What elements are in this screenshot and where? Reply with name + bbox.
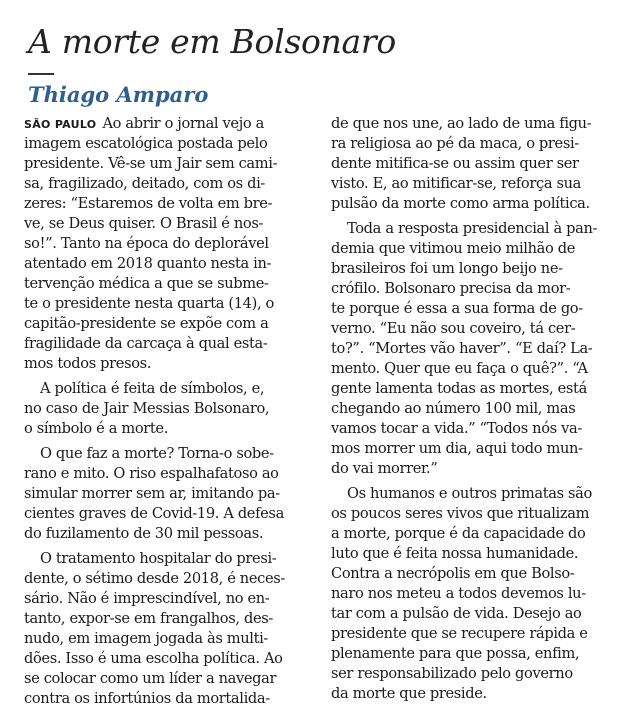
text-line-content: visto. E, ao mitificar-se, reforça sua (331, 175, 582, 192)
text-line (24, 589, 317, 609)
text-line (331, 399, 624, 419)
text-line-content: no caso de Jair Messias Bolsonaro, (24, 400, 270, 417)
text-line-content: nudo, em imagem jogada às multi- (24, 630, 269, 647)
article-column-left (24, 114, 317, 709)
text-line (331, 524, 624, 544)
text-line (331, 154, 624, 174)
text-line (331, 239, 624, 259)
text-line (331, 359, 624, 379)
text-line-content: dente, o sétimo desde 2018, é neces- (24, 570, 285, 587)
text-line (331, 339, 624, 359)
text-line (24, 379, 317, 399)
text-line-content: chegando ao número 100 mil, mas (331, 400, 576, 417)
text-line (24, 314, 317, 334)
text-line (331, 504, 624, 524)
text-line (24, 444, 317, 464)
text-line-content: a morte, porque é da capacidade do (331, 525, 586, 542)
text-line (24, 629, 317, 649)
headline: A morte em Bolsonaro (28, 22, 396, 61)
text-line-content: cientes graves de Covid-19. A defesa (24, 505, 284, 522)
text-line (24, 419, 317, 439)
text-line (24, 194, 317, 214)
text-line (331, 584, 624, 604)
text-line-content: sário. Não é imprescindível, no en- (24, 590, 270, 607)
text-line-content: dente mitifica-se ou assim quer ser (331, 155, 579, 172)
text-line (24, 549, 317, 569)
text-line-content: zeres: “Estaremos de volta em bre- (24, 195, 273, 212)
text-line-content: presidente que se recupere rápida e (331, 625, 588, 642)
text-line-content: tar com a pulsão de vida. Desejo ao (331, 605, 582, 622)
text-line (331, 644, 624, 664)
text-line-content: crófilo. Bolsonaro precisa da mor- (331, 280, 571, 297)
text-line-content: to?”. “Mortes vão haver”. “E daí? La- (331, 340, 593, 357)
text-line-content: tanto, expor-se em frangalhos, des- (24, 610, 273, 627)
text-line-content: demia que vitimou meio milhão de (331, 240, 575, 257)
text-line (331, 459, 624, 479)
text-line-content: O que faz a morte? Torna-o sobe- (40, 445, 274, 462)
text-line-content: brasileiros foi um longo beijo ne- (331, 260, 563, 277)
text-line (24, 114, 317, 134)
text-line-content: rano e mito. O riso espalhafatoso ao (24, 465, 279, 482)
text-line (331, 299, 624, 319)
text-line (24, 254, 317, 274)
text-line-content: se colocar como um líder a navegar (24, 670, 277, 687)
text-line (24, 524, 317, 544)
text-line (24, 274, 317, 294)
text-line (331, 684, 624, 704)
text-line-content: imagem escatológica postada pelo (24, 135, 268, 152)
text-line-content: plenamente para que possa, enfim, (331, 645, 580, 662)
text-line (331, 279, 624, 299)
text-line-content: o símbolo é a morte. (24, 420, 168, 437)
text-line (331, 484, 624, 504)
text-line-content: atentado em 2018 quanto nesta in- (24, 255, 272, 272)
text-line-content: ve, se Deus quiser. O Brasil é nos- (24, 215, 264, 232)
text-line (24, 134, 317, 154)
text-line-content: pulsão da morte como arma política. (331, 195, 590, 212)
dateline: SÃO PAULO (24, 118, 97, 131)
text-line (331, 379, 624, 399)
text-line-content: gente lamenta todas as mortes, está (331, 380, 587, 397)
text-line (331, 604, 624, 624)
text-line-content: capitão-presidente se expõe com a (24, 315, 269, 332)
text-line (24, 334, 317, 354)
text-line (331, 419, 624, 439)
text-line (24, 504, 317, 524)
text-line (331, 134, 624, 154)
text-line (331, 259, 624, 279)
text-line-content: presidente. Vê-se um Jair sem cami- (24, 155, 278, 172)
text-line-content: Contra a necrópolis em que Bolso- (331, 565, 575, 582)
text-line-content: luto que é feita nossa humanidade. (331, 545, 579, 562)
text-line-content: fragilidade da carcaça à qual esta- (24, 335, 268, 352)
text-line (331, 544, 624, 564)
headline-divider (28, 73, 54, 75)
text-line-content: do fuzilamento de 30 mil pessoas. (24, 525, 264, 542)
text-line-content: de que nos une, ao lado de uma figu- (331, 115, 592, 132)
text-line (24, 689, 317, 709)
text-line-content: A política é feita de símbolos, e, (40, 380, 265, 397)
text-line (331, 174, 624, 194)
text-line-content: simular morrer sem ar, imitando pa- (24, 485, 280, 502)
text-line-content: Toda a resposta presidencial à pan- (347, 220, 598, 237)
text-line (331, 319, 624, 339)
text-line (24, 569, 317, 589)
text-line (24, 234, 317, 254)
text-line (24, 174, 317, 194)
text-line (331, 114, 624, 134)
text-line-content: O tratamento hospitalar do presi- (40, 550, 277, 567)
text-line-content: sa, fragilizado, deitado, com os di- (24, 175, 265, 192)
author-byline: Thiago Amparo (28, 82, 209, 107)
text-line (24, 649, 317, 669)
text-line (24, 464, 317, 484)
text-line (24, 484, 317, 504)
text-line-content: naro nos meteu a todos devemos lu- (331, 585, 586, 602)
text-line (331, 219, 624, 239)
text-line-content: tervenção médica a que se subme- (24, 275, 269, 292)
text-line-content: ra religiosa ao pé da maca, o presi- (331, 135, 579, 152)
text-line-content: Ao abrir o jornal vejo a (102, 115, 264, 132)
text-line-content: Os humanos e outros primatas são (347, 485, 592, 502)
text-line (24, 609, 317, 629)
text-line-content: contra os infortúnios da mortalida- (24, 690, 270, 707)
text-line-content: mento. Quer que eu faça o quê?”. “A (331, 360, 588, 377)
text-line (331, 564, 624, 584)
text-line-content: dões. Isso é uma escolha política. Ao (24, 650, 283, 667)
text-line (331, 624, 624, 644)
text-line (24, 294, 317, 314)
text-line (24, 154, 317, 174)
text-line-content: so!”. Tanto na época do deplorável (24, 235, 269, 252)
text-line (24, 354, 317, 374)
text-line (331, 439, 624, 459)
text-line (24, 214, 317, 234)
text-line-content: os poucos seres vivos que ritualizam (331, 505, 590, 522)
text-line-content: te o presidente nesta quarta (14), o (24, 295, 274, 312)
text-line-content: te porque é essa a sua forma de go- (331, 300, 583, 317)
article-column-right (331, 114, 624, 704)
text-line-content: da morte que preside. (331, 685, 487, 702)
text-line-content: verno. “Eu não sou coveiro, tá cer- (331, 320, 576, 337)
text-line-content: do vai morrer.” (331, 460, 438, 477)
text-line-content: mos morrer um dia, aqui todo mun- (331, 440, 583, 457)
text-line-content: vamos tocar a vida.” “Todos nós va- (331, 420, 582, 437)
text-line-content: mos todos presos. (24, 355, 152, 372)
text-line (24, 669, 317, 689)
text-line-content: ser responsabilizado pelo governo (331, 665, 573, 682)
text-line (331, 194, 624, 214)
text-line (331, 664, 624, 684)
text-line (24, 399, 317, 419)
